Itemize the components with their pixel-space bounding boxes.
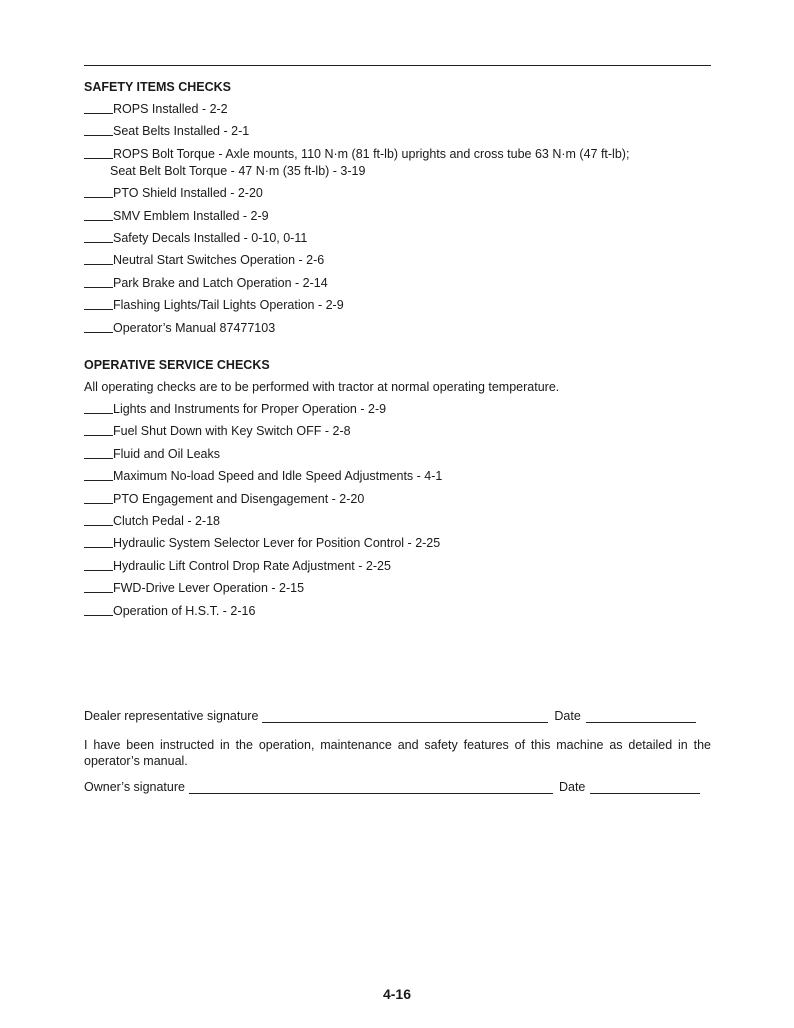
- dealer-date-field[interactable]: [586, 710, 696, 723]
- checklist-item-label: ROPS Installed - 2-2: [113, 102, 228, 116]
- checklist-item-label: Seat Belts Installed - 2-1: [113, 124, 250, 139]
- checklist-item-label: Flashing Lights/Tail Lights Operation - 2-9: [113, 298, 344, 313]
- checkbox-blank[interactable]: [84, 185, 113, 198]
- checklist-item-label: Fluid and Oil Leaks: [113, 446, 221, 461]
- checkbox-blank[interactable]: [84, 446, 113, 459]
- checklist-item[interactable]: [84, 401, 711, 418]
- operative-checks-heading: OPERATIVE SERVICE CHECKS: [84, 358, 270, 372]
- top-rule: [84, 65, 711, 66]
- checkbox-blank[interactable]: [84, 123, 113, 136]
- checklist-item-label: SMV Emblem Installed - 2-9: [113, 208, 269, 223]
- checklist-item-label: Safety Decals Installed - 0-10, 0-11: [113, 230, 308, 245]
- checkbox-blank[interactable]: [84, 275, 113, 288]
- checklist-item-label: Park Brake and Latch Operation - 2-14: [113, 275, 328, 290]
- checklist-item[interactable]: [84, 123, 711, 140]
- checkbox-blank[interactable]: [84, 208, 113, 221]
- checklist-item[interactable]: [84, 101, 711, 118]
- checklist-item[interactable]: [84, 320, 711, 337]
- owner-signature-row: [84, 779, 711, 796]
- checkbox-blank[interactable]: [84, 230, 113, 243]
- checklist-item-label: Maximum No-load Speed and Idle Speed Adjustments - 4-1: [113, 469, 443, 484]
- checkbox-blank[interactable]: [84, 558, 113, 571]
- dealer-signature-label: Dealer representative signature: [84, 709, 259, 723]
- operative-checks-intro: All operating checks are to be performed with tractor at normal operating temperature.: [84, 380, 560, 394]
- checklist-item-label: PTO Shield Installed - 2-20: [113, 186, 263, 201]
- checkbox-blank[interactable]: [84, 101, 113, 114]
- checklist-item[interactable]: [84, 230, 711, 247]
- page-number: 4-16: [382, 986, 412, 1002]
- checkbox-blank[interactable]: [84, 320, 113, 333]
- checklist-item-label: Fuel Shut Down with Key Switch OFF - 2-8: [113, 424, 351, 439]
- checklist-item[interactable]: [84, 146, 711, 180]
- checkbox-blank[interactable]: [84, 252, 113, 265]
- checklist-item-label: ROPS Bolt Torque - Axle mounts, 110 N·m (81 ft-lb) uprights and cross tube 63 N·m (47 ft-lb);: [113, 146, 630, 161]
- checklist-item-continuation: Seat Belt Bolt Torque - 47 N·m (35 ft-lb) - 3-19: [110, 163, 366, 178]
- checkbox-blank[interactable]: [84, 580, 113, 593]
- checklist-item-label: Lights and Instruments for Proper Operation - 2-9: [113, 402, 387, 416]
- owner-statement: I have been instructed in the operation, maintenance and safety features of this machine as detailed in the operator’s manual.: [84, 738, 711, 768]
- checkbox-blank[interactable]: [84, 491, 113, 504]
- operative-checks-section: [84, 357, 711, 625]
- checklist-item[interactable]: [84, 603, 711, 620]
- owner-date-label: Date: [558, 780, 586, 794]
- checkbox-blank[interactable]: [84, 603, 113, 616]
- checkbox-blank[interactable]: [84, 401, 113, 414]
- checklist-item[interactable]: [84, 297, 711, 314]
- checkbox-blank[interactable]: [84, 535, 113, 548]
- checklist-item[interactable]: [84, 275, 711, 292]
- checklist-item-label: Clutch Pedal - 2-18: [113, 513, 221, 528]
- safety-items-section: [84, 79, 711, 342]
- checklist-item[interactable]: [84, 208, 711, 225]
- checklist-item[interactable]: [84, 423, 711, 440]
- owner-date-field[interactable]: [590, 781, 700, 794]
- checklist-item[interactable]: [84, 446, 711, 463]
- checklist-item-label: Operator’s Manual 87477103: [113, 320, 276, 335]
- checklist-item[interactable]: [84, 580, 711, 597]
- owner-signature-label: Owner’s signature: [84, 780, 185, 794]
- checklist-item[interactable]: [84, 558, 711, 575]
- safety-items-heading: SAFETY ITEMS CHECKS: [84, 80, 232, 94]
- checklist-item[interactable]: [84, 535, 711, 552]
- checklist-item[interactable]: [84, 491, 711, 508]
- dealer-signature-row: [84, 708, 711, 725]
- checkbox-blank[interactable]: [84, 513, 113, 526]
- checklist-item-label: Hydraulic System Selector Lever for Position Control - 2-25: [113, 536, 441, 551]
- dealer-date-label: Date: [554, 709, 581, 723]
- checklist-item[interactable]: [84, 513, 711, 530]
- checklist-item-label: Operation of H.S.T. - 2-16: [113, 603, 256, 618]
- checklist-item-label: Neutral Start Switches Operation - 2-6: [113, 253, 325, 268]
- checklist-item-label: Hydraulic Lift Control Drop Rate Adjustment - 2-25: [113, 558, 391, 573]
- dealer-signature-field[interactable]: [262, 710, 548, 723]
- checklist-item[interactable]: [84, 468, 711, 485]
- checklist-item-label: PTO Engagement and Disengagement - 2-20: [113, 491, 365, 506]
- checklist-item[interactable]: [84, 252, 711, 269]
- checklist-item[interactable]: [84, 185, 711, 202]
- owner-signature-field[interactable]: [189, 781, 553, 794]
- checkbox-blank[interactable]: [84, 468, 113, 481]
- checkbox-blank[interactable]: [84, 146, 113, 159]
- checklist-item-label: FWD-Drive Lever Operation - 2-15: [113, 581, 305, 596]
- checkbox-blank[interactable]: [84, 423, 113, 436]
- checkbox-blank[interactable]: [84, 297, 113, 310]
- checklist-item-text: [110, 146, 711, 180]
